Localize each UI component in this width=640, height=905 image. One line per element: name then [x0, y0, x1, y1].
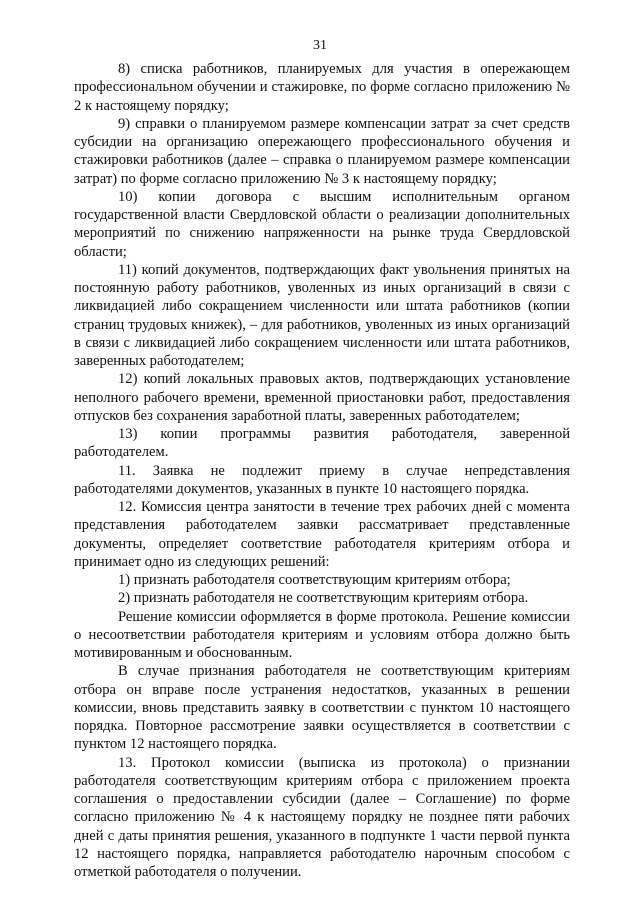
- paragraph: 12. Комиссия центра занятости в течение трех рабочих дней с момента представления работодателем заявки рассматривает представленные документы, определяет соответствие работодателя критериям отбора и принимает одно из следующих решений:: [74, 499, 570, 570]
- paragraph: 11. Заявка не подлежит приему в случае непредставления работодателями документов, указанных в пункте 10 настоящего порядка.: [74, 462, 570, 497]
- paragraph: 13. Протокол комиссии (выписка из протокола) о признании работодателя соответствующим критериям отбора с приложением проекта соглашения о предоставлении субсидии (далее – Соглашение) по форме согласно приложению № 4 к настоящему порядку не позднее пяти рабочих дней с даты принятия решения, указанного в подпункте 1 части первой пункта 12 настоящего порядка, направляется работодателю нарочным способом с отметкой работодателя о получении.: [74, 754, 570, 880]
- paragraph: 8) списка работников, планируемых для участия в опережающем профессиональном обучении и стажировке, по форме согласно приложению № 2 к настоящему порядку;: [74, 61, 570, 114]
- page-number: 31: [313, 38, 327, 53]
- paragraph: 13) копии программы развития работодателя, заверенной работодателем.: [74, 426, 570, 461]
- document-body: [74, 60, 570, 881]
- paragraph: 2) признать работодателя не соответствующим критериям отбора.: [118, 590, 529, 607]
- paragraph: Решение комиссии оформляется в форме протокола. Решение комиссии о несоответствии работодателя критериям и условиям отбора должно быть мотивированным и обоснованным.: [74, 608, 570, 661]
- paragraph: 10) копии договора с высшим исполнительным органом государственной власти Свердловской области о реализации дополнительных мероприятий по снижению напряженности на рынке труда Свердловской области;: [74, 188, 570, 260]
- paragraph: 12) копий локальных правовых актов, подтверждающих установление неполного рабочего времени, временной приостановки работ, предоставления отпусков без сохранения заработной платы, заверенных работодателем;: [74, 371, 570, 424]
- paragraph: 9) справки о планируемом размере компенсации затрат за счет средств субсидии на организацию опережающего профессионального обучения и стажировки работников (далее – справка о планируемом размере компенсации затрат) по форме согласно приложению № 3 к настоящему порядку;: [74, 115, 570, 187]
- paragraph: В случае признания работодателя не соответствующим критериям отбора он вправе после устранения недостатков, указанных в решении комиссии, вновь представить заявку в соответствии с пунктом 10 настоящего порядка. Повторное рассмотрение заявки осуществляется в соответствии с пунктом 12 настоящего порядка.: [74, 663, 570, 753]
- paragraph: 1) признать работодателя соответствующим критериям отбора;: [118, 572, 511, 588]
- paragraph: 11) копий документов, подтверждающих факт увольнения принятых на постоянную работу работников, уволенных из иных организаций в связи с ликвидацией либо сокращением численности или штата работников (копии страниц трудовых книжек), – для работников, уволенных из иных организаций в связи с ликвидацией либо сокращением численности или штата работников, заверенных работодателем;: [74, 261, 570, 369]
